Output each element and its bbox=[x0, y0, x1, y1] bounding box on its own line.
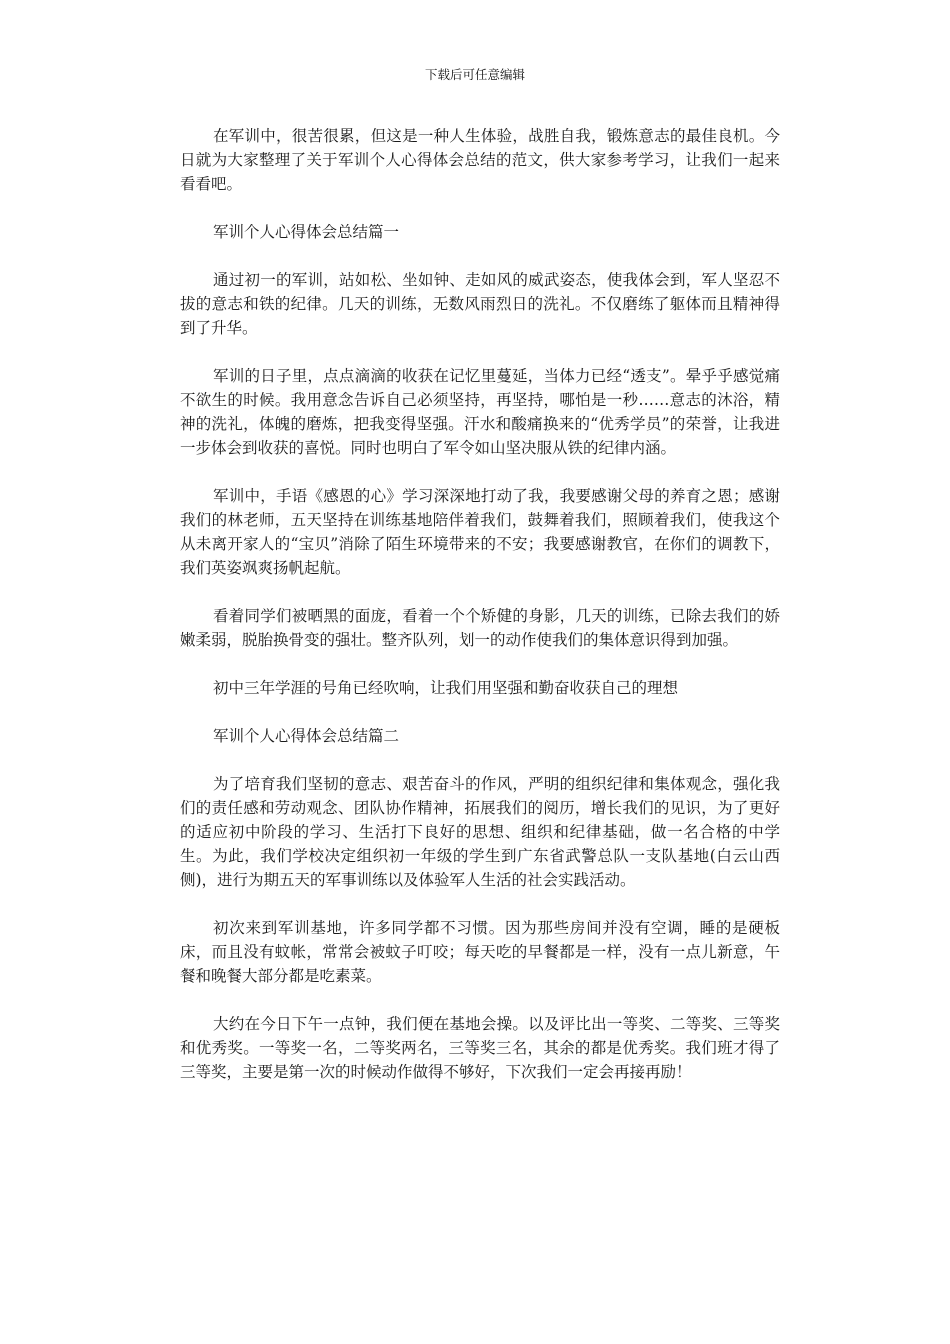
body-paragraph: 通过初一的军训，站如松、坐如钟、走如风的威武姿态，使我体会到，军人坚忍不拔的意志和铁的纪律。几天的训练，无数风雨烈日的洗礼。不仅磨练了躯体而且精神得到了升华。 bbox=[180, 271, 780, 337]
section-heading-2: 军训个人心得体会总结篇二 bbox=[213, 727, 400, 745]
body-paragraph: 军训的日子里，点点滴滴的收获在记忆里蔓延，当体力已经“透支”。晕乎乎感觉痛不欲生的时候。我用意念告诉自己必须坚持，再坚持，哪怕是一秒……意志的沐浴，精神的洗礼，体魄的磨炼，把我变得坚强。汗水和酸痛换来的“优秀学员”的荣誉，让我进一步体会到收获的喜悦。同时也明白了军令如山坚决服从铁的纪律内涵。 bbox=[180, 367, 780, 457]
page-header: 下载后可任意编辑 bbox=[424, 67, 525, 82]
body-paragraph: 看着同学们被晒黑的面庞，看着一个个矫健的身影，几天的训练，已除去我们的娇嫩柔弱，脱胎换骨变的强壮。整齐队列，划一的动作使我们的集体意识得到加强。 bbox=[180, 607, 780, 649]
body-paragraph: 初中三年学涯的号角已经吹响，让我们用坚强和勤奋收获自己的理想 bbox=[213, 679, 679, 697]
body-paragraph: 初次来到军训基地，许多同学都不习惯。因为那些房间并没有空调，睡的是硬板床，而且没有蚊帐，常常会被蚊子叮咬；每天吃的早餐都是一样，没有一点儿新意，午餐和晚餐大部分都是吃素菜。 bbox=[180, 919, 780, 985]
intro-paragraph: 在军训中，很苦很累，但这是一种人生体验，战胜自我，锻炼意志的最佳良机。今日就为大家整理了关于军训个人心得体会总结的范文，供大家参考学习，让我们一起来看看吧。 bbox=[180, 127, 780, 193]
body-paragraph: 大约在今日下午一点钟，我们便在基地会操。以及评比出一等奖、二等奖、三等奖和优秀奖。一等奖一名，二等奖两名，三等奖三名，其余的都是优秀奖。我们班才得了三等奖，主要是第一次的时候动作做得不够好，下次我们一定会再接再励！ bbox=[180, 1015, 780, 1081]
section-heading-1: 军训个人心得体会总结篇一 bbox=[213, 223, 400, 241]
document-body bbox=[180, 124, 780, 1108]
body-paragraph: 为了培育我们坚韧的意志、艰苦奋斗的作风，严明的组织纪律和集体观念，强化我们的责任感和劳动观念、团队协作精神，拓展我们的阅历，增长我们的见识，为了更好的适应初中阶段的学习、生活打下良好的思想、组织和纪律基础，做一名合格的中学生。为此，我们学校决定组织初一年级的学生到广东省武警总队一支队基地(白云山西侧)，进行为期五天的军事训练以及体验军人生活的社会实践活动。 bbox=[180, 775, 780, 889]
body-paragraph: 军训中，手语《感恩的心》学习深深地打动了我，我要感谢父母的养育之恩；感谢我们的林老师，五天坚持在训练基地陪伴着我们，鼓舞着我们，照顾着我们，使我这个从未离开家人的“宝贝”消除了陌生环境带来的不安；我要感谢教官，在你们的调教下，我们英姿飒爽扬帆起航。 bbox=[180, 487, 780, 577]
